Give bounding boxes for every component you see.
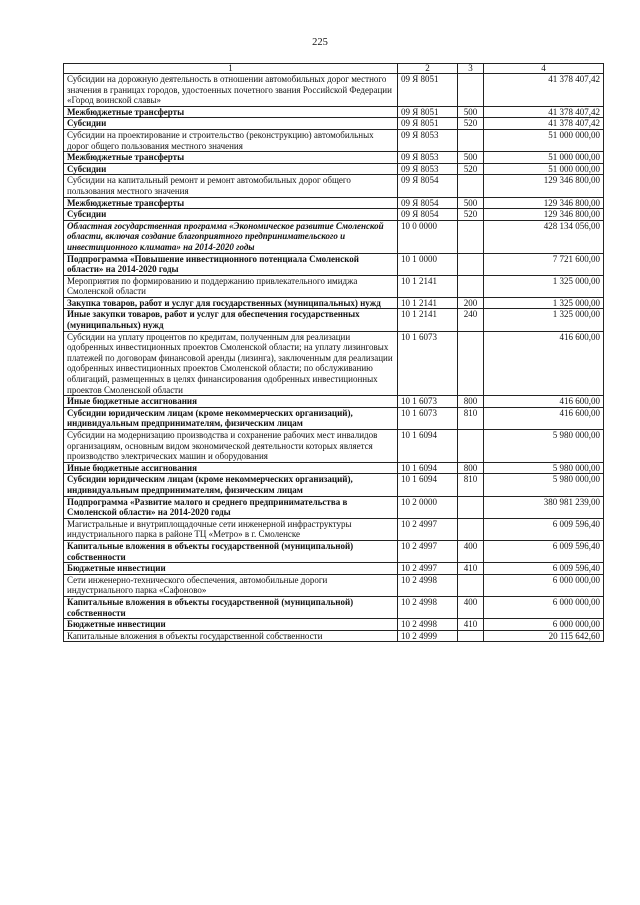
row-code-cell: 10 2 4998 [398, 574, 458, 596]
row-expense-type-cell: 500 [458, 106, 484, 118]
header-col-4: 4 [484, 64, 604, 74]
table-row [64, 197, 604, 209]
row-name-cell: Сети инженерно-технического обеспечения, автомобильные дороги индустриального парка «Сафоново» [64, 574, 398, 596]
row-name-cell: Капитальные вложения в объекты государственной (муниципальной) собственности [64, 540, 398, 562]
row-name-cell: Межбюджетные трансферты [64, 106, 398, 118]
row-code-cell: 10 1 6094 [398, 430, 458, 463]
row-code-cell: 10 1 6094 [398, 462, 458, 474]
table-row [64, 407, 604, 429]
row-amount-cell: 428 134 056,00 [484, 220, 604, 253]
table-row [64, 331, 604, 396]
header-col-1: 1 [64, 64, 398, 74]
row-code-cell: 10 1 6073 [398, 407, 458, 429]
row-code-cell: 09 Я 8053 [398, 129, 458, 151]
row-amount-cell: 416 600,00 [484, 396, 604, 408]
row-code-cell: 10 2 4998 [398, 596, 458, 618]
table-row [64, 175, 604, 197]
row-name-cell: Субсидии [64, 163, 398, 175]
row-expense-type-cell [458, 220, 484, 253]
row-expense-type-cell: 520 [458, 163, 484, 175]
row-code-cell: 10 1 2141 [398, 309, 458, 331]
header-col-3: 3 [458, 64, 484, 74]
row-expense-type-cell: 800 [458, 462, 484, 474]
table-row [64, 209, 604, 221]
row-code-cell: 09 Я 8053 [398, 152, 458, 164]
row-code-cell: 09 Я 8054 [398, 175, 458, 197]
row-name-cell: Субсидии юридическим лицам (кроме некоммерческих организаций), индивидуальным предпринимателям, физическим лицам [64, 407, 398, 429]
row-name-cell: Субсидии на модернизацию производства и сохранение рабочих мест инвалидов организациям, основным видом экономической деятельности которых является производство электрических машин и оборудования [64, 430, 398, 463]
table-row [64, 430, 604, 463]
table-row [64, 619, 604, 631]
row-expense-type-cell: 200 [458, 297, 484, 309]
row-name-cell: Межбюджетные трансферты [64, 152, 398, 164]
row-amount-cell: 1 325 000,00 [484, 297, 604, 309]
row-name-cell: Субсидии на капитальный ремонт и ремонт автомобильных дорог общего пользования местного значения [64, 175, 398, 197]
row-name-cell: Иные бюджетные ассигнования [64, 396, 398, 408]
row-code-cell: 10 2 4997 [398, 563, 458, 575]
row-amount-cell: 380 981 239,00 [484, 496, 604, 518]
row-expense-type-cell [458, 518, 484, 540]
row-name-cell: Межбюджетные трансферты [64, 197, 398, 209]
row-expense-type-cell [458, 175, 484, 197]
row-amount-cell: 1 325 000,00 [484, 275, 604, 297]
row-code-cell: 10 2 4998 [398, 619, 458, 631]
row-expense-type-cell [458, 430, 484, 463]
row-code-cell: 09 Я 8054 [398, 197, 458, 209]
row-amount-cell: 20 115 642,60 [484, 630, 604, 642]
row-amount-cell: 416 600,00 [484, 407, 604, 429]
row-name-cell: Субсидии на уплату процентов по кредитам, полученным для реализации одобренных инвестиционных проектов Смоленской области; на уплату лизинговых платежей по договорам финансовой аренды (лизинга), заключенным для реализации одобренных инвестиционных проектов Смоленской области; по обслуживанию облигаций, размещенных в целях финансирования одобренных инвестиционных проектов Смоленской области [64, 331, 398, 396]
row-amount-cell: 7 721 600,00 [484, 253, 604, 275]
header-col-2: 2 [398, 64, 458, 74]
table-row [64, 540, 604, 562]
table-row [64, 563, 604, 575]
row-name-cell: Капитальные вложения в объекты государственной (муниципальной) собственности [64, 596, 398, 618]
page-number: 225 [312, 37, 328, 48]
row-expense-type-cell: 500 [458, 152, 484, 164]
row-amount-cell: 6 009 596,40 [484, 518, 604, 540]
row-amount-cell: 6 000 000,00 [484, 574, 604, 596]
table-row [64, 275, 604, 297]
row-expense-type-cell [458, 129, 484, 151]
table-row [64, 574, 604, 596]
row-code-cell: 10 1 2141 [398, 275, 458, 297]
row-amount-cell: 416 600,00 [484, 331, 604, 396]
table-row [64, 163, 604, 175]
row-amount-cell: 6 009 596,40 [484, 540, 604, 562]
row-name-cell: Субсидии юридическим лицам (кроме некоммерческих организаций), индивидуальным предпринимателям, физическим лицам [64, 474, 398, 496]
row-expense-type-cell: 410 [458, 563, 484, 575]
table-row [64, 74, 604, 107]
row-name-cell: Закупка товаров, работ и услуг для государственных (муниципальных) нужд [64, 297, 398, 309]
row-expense-type-cell [458, 574, 484, 596]
table-row [64, 518, 604, 540]
row-code-cell: 10 2 4997 [398, 540, 458, 562]
row-name-cell: Субсидии [64, 118, 398, 130]
row-expense-type-cell [458, 630, 484, 642]
row-expense-type-cell: 520 [458, 209, 484, 221]
row-expense-type-cell: 810 [458, 474, 484, 496]
table-row [64, 152, 604, 164]
row-amount-cell: 51 000 000,00 [484, 129, 604, 151]
row-expense-type-cell [458, 275, 484, 297]
row-code-cell: 10 1 6094 [398, 474, 458, 496]
row-expense-type-cell [458, 496, 484, 518]
table-row [64, 253, 604, 275]
table-row [64, 220, 604, 253]
table-row [64, 496, 604, 518]
table-row [64, 129, 604, 151]
row-name-cell: Магистральные и внутриплощадочные сети инженерной инфраструктуры индустриального парка в районе ТЦ «Метро» в г. Смоленске [64, 518, 398, 540]
table-row [64, 474, 604, 496]
row-amount-cell: 129 346 800,00 [484, 197, 604, 209]
row-expense-type-cell: 810 [458, 407, 484, 429]
row-code-cell: 10 1 2141 [398, 297, 458, 309]
row-name-cell: Иные бюджетные ассигнования [64, 462, 398, 474]
row-code-cell: 10 2 0000 [398, 496, 458, 518]
table-row [64, 596, 604, 618]
row-expense-type-cell: 400 [458, 596, 484, 618]
row-expense-type-cell: 520 [458, 118, 484, 130]
row-expense-type-cell: 400 [458, 540, 484, 562]
row-expense-type-cell [458, 74, 484, 107]
row-name-cell: Областная государственная программа «Экономическое развитие Смоленской области, включая создание благоприятного предпринимательского и инвестиционного климата» на 2014-2020 годы [64, 220, 398, 253]
table-row [64, 462, 604, 474]
row-name-cell: Подпрограмма «Повышение инвестиционного потенциала Смоленской области» на 2014-2020 годы [64, 253, 398, 275]
row-name-cell: Подпрограмма «Развитие малого и среднего предпринимательства в Смоленской области» на 2014-2020 годы [64, 496, 398, 518]
row-amount-cell: 51 000 000,00 [484, 163, 604, 175]
row-expense-type-cell: 800 [458, 396, 484, 408]
budget-table [63, 63, 604, 642]
row-code-cell: 10 1 6073 [398, 396, 458, 408]
row-amount-cell: 6 000 000,00 [484, 596, 604, 618]
row-name-cell: Бюджетные инвестиции [64, 563, 398, 575]
table-row [64, 309, 604, 331]
row-expense-type-cell: 240 [458, 309, 484, 331]
row-code-cell: 09 Я 8054 [398, 209, 458, 221]
row-amount-cell: 129 346 800,00 [484, 209, 604, 221]
table-header-row [64, 64, 604, 74]
row-code-cell: 10 2 4999 [398, 630, 458, 642]
row-expense-type-cell [458, 331, 484, 396]
row-amount-cell: 51 000 000,00 [484, 152, 604, 164]
row-amount-cell: 41 378 407,42 [484, 74, 604, 107]
row-code-cell: 09 Я 8051 [398, 118, 458, 130]
row-name-cell: Субсидии на дорожную деятельность в отношении автомобильных дорог местного значения в границах городов, удостоенных почетного звания Российской Федерации «Город воинской славы» [64, 74, 398, 107]
row-name-cell: Бюджетные инвестиции [64, 619, 398, 631]
row-expense-type-cell: 410 [458, 619, 484, 631]
table-row [64, 297, 604, 309]
row-code-cell: 10 2 4997 [398, 518, 458, 540]
row-code-cell: 09 Я 8051 [398, 74, 458, 107]
row-code-cell: 09 Я 8053 [398, 163, 458, 175]
table-row [64, 630, 604, 642]
row-name-cell: Субсидии на проектирование и строительство (реконструкцию) автомобильных дорог общего пользования местного значения [64, 129, 398, 151]
row-name-cell: Субсидии [64, 209, 398, 221]
row-name-cell: Мероприятия по формированию и поддержанию привлекательного имиджа Смоленской области [64, 275, 398, 297]
row-name-cell: Иные закупки товаров, работ и услуг для обеспечения государственных (муниципальных) нужд [64, 309, 398, 331]
row-amount-cell: 129 346 800,00 [484, 175, 604, 197]
row-code-cell: 09 Я 8051 [398, 106, 458, 118]
row-amount-cell: 41 378 407,42 [484, 118, 604, 130]
row-amount-cell: 1 325 000,00 [484, 309, 604, 331]
table-row [64, 118, 604, 130]
row-amount-cell: 5 980 000,00 [484, 430, 604, 463]
row-name-cell: Капитальные вложения в объекты государственной собственности [64, 630, 398, 642]
row-expense-type-cell: 500 [458, 197, 484, 209]
row-amount-cell: 6 009 596,40 [484, 563, 604, 575]
row-amount-cell: 6 000 000,00 [484, 619, 604, 631]
row-code-cell: 10 1 6073 [398, 331, 458, 396]
table-row [64, 106, 604, 118]
table-row [64, 396, 604, 408]
row-expense-type-cell [458, 253, 484, 275]
row-code-cell: 10 0 0000 [398, 220, 458, 253]
row-amount-cell: 41 378 407,42 [484, 106, 604, 118]
row-code-cell: 10 1 0000 [398, 253, 458, 275]
row-amount-cell: 5 980 000,00 [484, 474, 604, 496]
row-amount-cell: 5 980 000,00 [484, 462, 604, 474]
